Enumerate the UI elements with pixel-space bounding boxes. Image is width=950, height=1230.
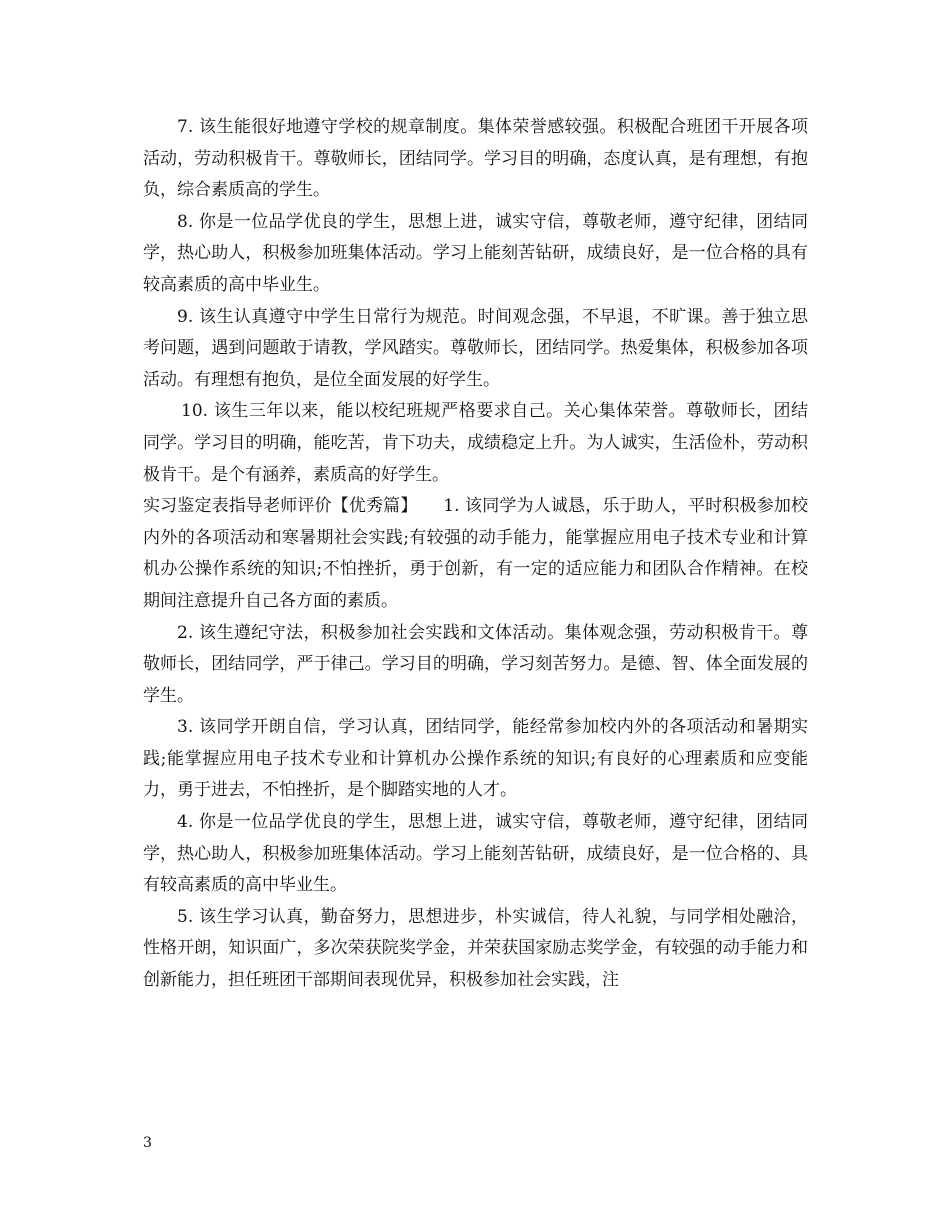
paragraph-item-9: 9. 该生认真遵守中学生日常行为规范。时间观念强，不早退，不旷课。善于独立思考问题，遇到问题敢于请教，学风踏实。尊敬师长，团结同学。热爱集体，积极参加各项活动。有理想有抱负，是位全面发展的好学生。: [143, 306, 808, 390]
paragraph-item-2: 2. 该生遵纪守法，积极参加社会实践和文体活动。集体观念强，劳动积极肯干。尊敬师长，团结同学，严于律己。学习目的明确，学习刻苦努力。是德、智、体全面发展的学生。: [143, 622, 808, 706]
document-body: [143, 112, 808, 997]
paragraph-item-7: 7. 该生能很好地遵守学校的规章制度。集体荣誉感较强。积极配合班团干开展各项活动，劳动积极肯干。尊敬师长，团结同学。学习目的明确，态度认真，是有理想，有抱负，综合素质高的学生。: [143, 117, 808, 201]
paragraph-item-5: 5. 该生学习认真，勤奋努力，思想进步，朴实诚信，待人礼貌，与同学相处融洽，性格开朗，知识面广，多次荣获院奖学金，并荣获国家励志奖学金，有较强的动手能力和创新能力，担任班团干部期间表现优异，积极参加社会实践，注: [143, 906, 808, 991]
paragraph-item-4: 4. 你是一位品学优良的学生，思想上进，诚实守信，尊敬老师，遵守纪律，团结同学，热心助人，积极参加班集体活动。学习上能刻苦钻研，成绩良好，是一位合格的、具有较高素质的高中毕业生。: [143, 812, 808, 896]
section-heading-paragraph: 实习鉴定表指导老师评价【优秀篇】 1. 该同学为人诚恳，乐于助人，平时积极参加校内外的各项活动和寒暑期社会实践;有较强的动手能力，能掌握应用电子技术专业和计算机办公操作系统的知识;不怕挫折，勇于创新，有一定的适应能力和团队合作精神。在校期间注意提升自己各方面的素质。: [143, 496, 808, 611]
page-number: 3: [143, 1135, 152, 1151]
paragraph-item-10: 10. 该生三年以来，能以校纪班规严格要求自己。关心集体荣誉。尊敬师长，团结同学。学习目的明确，能吃苦，肯下功夫，成绩稳定上升。为人诚实，生活俭朴，劳动积极肯干。是个有涵养，素质高的好学生。: [143, 401, 808, 485]
paragraph-item-3: 3. 该同学开朗自信，学习认真，团结同学，能经常参加校内外的各项活动和暑期实践;能掌握应用电子技术专业和计算机办公操作系统的知识;有良好的心理素质和应变能力，勇于进去，不怕挫折，是个脚踏实地的人才。: [143, 717, 808, 801]
paragraph-item-8: 8. 你是一位品学优良的学生，思想上进，诚实守信，尊敬老师，遵守纪律，团结同学，热心助人，积极参加班集体活动。学习上能刻苦钻研，成绩良好，是一位合格的具有较高素质的高中毕业生。: [143, 211, 808, 295]
